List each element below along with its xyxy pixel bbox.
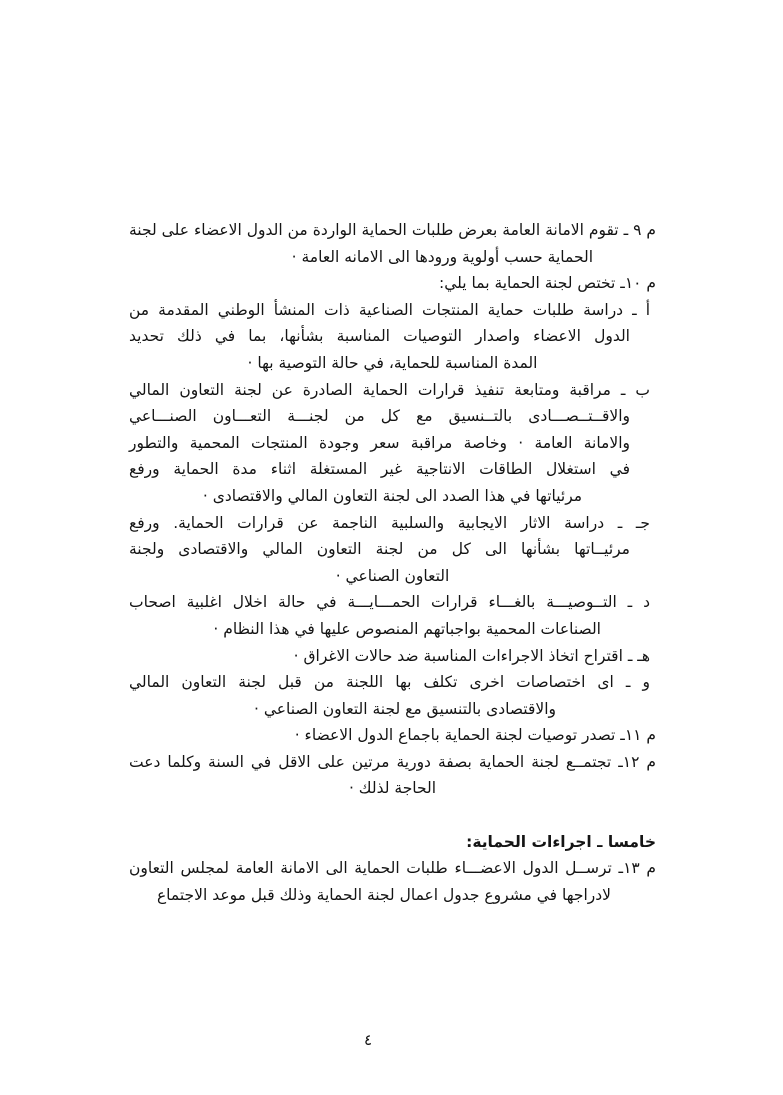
item-d-line: د ـ التــوصيـــة بالغـــاء قرارات الحمـــايـــة في حالة اخلال اغلبية اصحاب [129, 593, 650, 612]
item-b-line: في استغلال الطاقات الانتاجية غير المستغلة اثناء مدة الحماية ورفع [129, 460, 630, 479]
article-13-line: م ١٣ـ ترســل الدول الاعضـــاء طلبات الحماية الى الامانة العامة لمجلس التعاون [129, 859, 656, 878]
item-j-line: جـ ـ دراسة الاثار الايجابية والسلبية الناجمة عن قرارات الحماية. ورفع [129, 513, 650, 532]
body-text [129, 217, 656, 908]
item-h-line: هـ ـ اقتراح اتخاذ الاجراءات المناسبة ضد حالات الاغراق · [293, 646, 650, 665]
item-d-line: الصناعات المحمية بواجباتهم المنصوص عليها في هذا النظام · [213, 619, 601, 638]
item-a-line: المدة المناسبة للحماية، في حالة التوصية بها · [247, 353, 538, 372]
item-a-line: الدول الاعضاء واصدار التوصيات المناسبة بشأنها، بما في ذلك تحديد [129, 327, 630, 346]
article-12-line: م ١٢ـ تجتمــع لجنة الحماية بصفة دورية مرتين على الاقل في السنة وكلما دعت [129, 752, 657, 771]
article-10-line: م ١٠ـ تختص لجنة الحماية بما يلي: [439, 274, 656, 293]
item-b-line: والاقــتــصـــادى بالتــنسيق مع كل من لجنـــة التعـــاون الصنـــاعي [129, 407, 630, 426]
item-j-line: مرئيــاتها بشأنها الى كل من لجنة التعاون المالي والاقتصادى ولجنة [129, 540, 630, 559]
item-a-line: أ ـ دراسة طلبات حماية المنتجات الصناعية ذات المنشأ الوطني المقدمة من [129, 300, 650, 319]
article-9-line: الحماية حسب أولوية ورودها الى الامانه العامة · [291, 247, 593, 266]
article-11-line: م ١١ـ تصدر توصيات لجنة الحماية باجماع الدول الاعضاء · [294, 726, 656, 745]
item-b-line: مرئياتها في هذا الصدد الى لجنة التعاون المالي والاقتصادى · [202, 486, 583, 505]
item-b-line: ب ـ مراقبة ومتابعة تنفيذ قرارات الحماية الصادرة عن لجنة التعاون المالي [129, 380, 650, 399]
item-b-line: والامانة العامة · وخاصة مراقبة سعر وجودة المنتجات المحمية والتطور [129, 433, 630, 452]
article-12-line: الحاجة لذلك · [348, 779, 437, 798]
article-9-line: م ٩ ـ تقوم الامانة العامة بعرض طلبات الحماية الواردة من الدول الاعضاء على لجنة [129, 221, 656, 239]
item-w-line: و ـ اى اختصاصات اخرى تكلف بها اللجنة من قبل لجنة التعاون المالي [129, 673, 650, 692]
item-j-line: التعاون الصناعي · [335, 566, 450, 585]
page-number: ٤ [363, 1031, 373, 1049]
section-heading: خامسا ـ اجراءات الحماية: [466, 832, 656, 851]
article-13-line: لادراجها في مشروع جدول اعمال لجنة الحماية وذلك قبل موعد الاجتماع [156, 885, 611, 904]
item-w-line: والاقتصادى بالتنسيق مع لجنة التعاون الصناعي · [253, 699, 556, 718]
